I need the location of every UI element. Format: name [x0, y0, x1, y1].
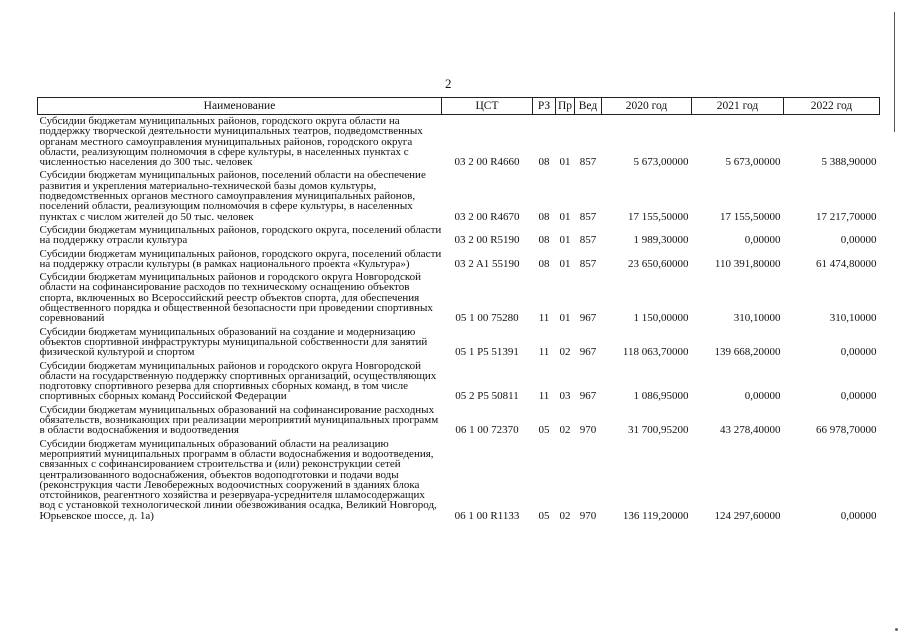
row-rz: 08 [538, 210, 550, 223]
row-ved: 967 [579, 346, 597, 359]
row-pr: 01 [559, 234, 571, 247]
row-cst: 03 2 00 R5190 [454, 234, 520, 247]
row-amount-2021: 0,00000 [744, 390, 781, 403]
row-ved: 857 [579, 234, 597, 247]
row-rz: 11 [538, 390, 550, 403]
row-amount-2020: 118 063,70000 [622, 346, 689, 359]
row-amount-2021: 124 297,60000 [714, 509, 781, 522]
row-pr: 01 [559, 312, 571, 325]
header-2020: 2020 год [602, 98, 692, 115]
row-cst: 06 1 00 R1133 [454, 509, 520, 522]
row-pr: 02 [559, 509, 571, 522]
row-amount-2020: 23 650,60000 [628, 257, 689, 270]
row-amount-2020: 1 150,00000 [633, 312, 689, 325]
row-ved: 970 [579, 509, 597, 522]
row-amount-2021: 5 673,00000 [725, 156, 781, 169]
row-name: Субсидии бюджетам муниципальных районов, поселений области на обеспечение развития и укрепления материально-технической базы домов культуры, подведомственных органов местного самоуправления муниципальных районов, поселений области, реализующим полномочия в сфере культуры, в населенных пунктах с числом жителей до 50 тыс. человек [39, 169, 426, 223]
row-cst: 05 2 P5 50811 [455, 390, 519, 403]
row-amount-2020: 5 673,00000 [633, 156, 689, 169]
page-number: 2 [445, 76, 452, 91]
header-name: Наименование [38, 98, 442, 115]
table-row [38, 224, 880, 248]
row-rz: 05 [538, 424, 550, 437]
budget-table [37, 97, 880, 523]
row-amount-2022: 61 474,80000 [816, 257, 877, 270]
row-pr: 01 [559, 156, 571, 169]
row-cst: 03 2 00 R4660 [454, 156, 520, 169]
row-cst: 03 2 A1 55190 [454, 257, 520, 270]
row-rz: 11 [538, 312, 550, 325]
row-ved: 967 [579, 312, 597, 325]
row-name: Субсидии бюджетам муниципальных образований на софинансирование расходных обязательств, возникающих при реализации мероприятий муниципальных программ в области водоснабжения и водоотведения [39, 403, 439, 437]
row-amount-2020: 17 155,50000 [628, 210, 689, 223]
row-name: Субсидии бюджетам муниципальных районов, городского округа, поселений области на поддержку отрасли культура [39, 223, 442, 247]
row-ved: 857 [579, 156, 597, 169]
row-cst: 05 1 00 75280 [455, 312, 519, 325]
row-amount-2022: 0,00000 [840, 390, 877, 403]
row-ved: 857 [579, 210, 597, 223]
scan-dot [895, 628, 898, 631]
row-name: Субсидии бюджетам муниципальных районов, городского округа, поселений области на поддержку отрасли культуры (в рамках национального проекта «Культура») [39, 247, 442, 270]
row-amount-2020: 1 989,30000 [633, 234, 689, 247]
row-amount-2022: 0,00000 [840, 234, 877, 247]
row-amount-2020: 136 119,20000 [622, 509, 689, 522]
row-cst: 05 1 P5 51391 [455, 346, 519, 359]
table-row [38, 271, 880, 325]
table-row [38, 115, 880, 170]
row-rz: 05 [538, 509, 550, 522]
row-pr: 01 [559, 210, 571, 223]
row-amount-2021: 110 391,80000 [714, 257, 781, 270]
row-name: Субсидии бюджетам муниципальных районов и городского округа Новгородской области на софинансирование расходов по техническому оснащению объектов спорта, включенных во Всероссийский реестр объектов спорта, для обеспечения общественного порядка и общественной безопасности при проведении спортивных соревнований [39, 271, 433, 325]
row-ved: 857 [579, 257, 597, 270]
header-cst: ЦСТ [442, 98, 533, 115]
header-2021: 2021 год [692, 98, 784, 115]
row-amount-2022: 0,00000 [840, 509, 877, 522]
row-pr: 01 [559, 257, 571, 270]
header-pr: Пр [556, 98, 575, 115]
row-amount-2022: 310,10000 [829, 312, 877, 325]
row-rz: 08 [538, 234, 550, 247]
row-rz: 11 [538, 346, 550, 359]
row-ved: 967 [579, 390, 597, 403]
row-pr: 03 [559, 390, 571, 403]
table-row [38, 438, 880, 523]
row-rz: 08 [538, 257, 550, 270]
header-rz: РЗ [533, 98, 556, 115]
header-ved: Вед [575, 98, 602, 115]
table-row [38, 360, 880, 404]
row-name: Субсидии бюджетам муниципальных образований области на реализацию мероприятий муниципальных программ в области водоснабжения и водоотведения, связанных с софинансированием строительства и (или) реконструкции сетей централизованного водоснабжения, объектов водоподготовки и подачи воды (реконструкция части Левобережных водоочистных сооружений в зданиях блока отстойников, реагентного хозяйства и резервуара-усреднителя шламосодержащих вод с установкой технологической линии обезвоживания осадка, Великий Новгород, Юрьевское шоссе, д. 1а) [39, 437, 437, 522]
table-row [38, 326, 880, 360]
header-2022: 2022 год [784, 98, 880, 115]
table-row [38, 404, 880, 438]
row-rz: 08 [538, 156, 550, 169]
row-name: Субсидии бюджетам муниципальных районов, городского округа области на поддержку творческой деятельности муниципальных театров, подведомственных органам местного самоуправления муниципальных районов, городского округа области, реализующим полномочия в сфере культуры, в населенных пунктах с численностью населения до 300 тыс. человек [39, 115, 423, 169]
row-pr: 02 [559, 346, 571, 359]
table-row [38, 248, 880, 272]
row-amount-2020: 31 700,95200 [628, 424, 689, 437]
row-ved: 970 [579, 424, 597, 437]
table-row [38, 169, 880, 223]
row-amount-2021: 0,00000 [744, 234, 781, 247]
row-amount-2021: 310,10000 [733, 312, 781, 325]
row-amount-2022: 0,00000 [840, 346, 877, 359]
row-name: Субсидии бюджетам муниципальных образований на создание и модернизацию объектов спортивной инфраструктуры муниципальной собственности для занятий физической культурой и спортом [39, 325, 428, 359]
row-amount-2021: 43 278,40000 [720, 424, 781, 437]
row-name: Субсидии бюджетам муниципальных районов и городского округа Новгородской области на государственную поддержку спортивных организаций, осуществляющих подготовку спортивного резерва для спортивных сборных команд, в том числе спортивных сборных команд Российской Федерации [39, 359, 437, 403]
scan-edge-mark [894, 12, 895, 132]
row-pr: 02 [559, 424, 571, 437]
row-amount-2022: 66 978,70000 [816, 424, 877, 437]
row-amount-2021: 17 155,50000 [720, 210, 781, 223]
row-amount-2022: 5 388,90000 [821, 156, 877, 169]
table-header-row [38, 98, 880, 115]
row-amount-2021: 139 668,20000 [714, 346, 781, 359]
table-body [38, 115, 880, 523]
row-amount-2022: 17 217,70000 [816, 210, 877, 223]
row-cst: 03 2 00 R4670 [454, 210, 520, 223]
row-amount-2020: 1 086,95000 [633, 390, 689, 403]
row-cst: 06 1 00 72370 [455, 424, 519, 437]
